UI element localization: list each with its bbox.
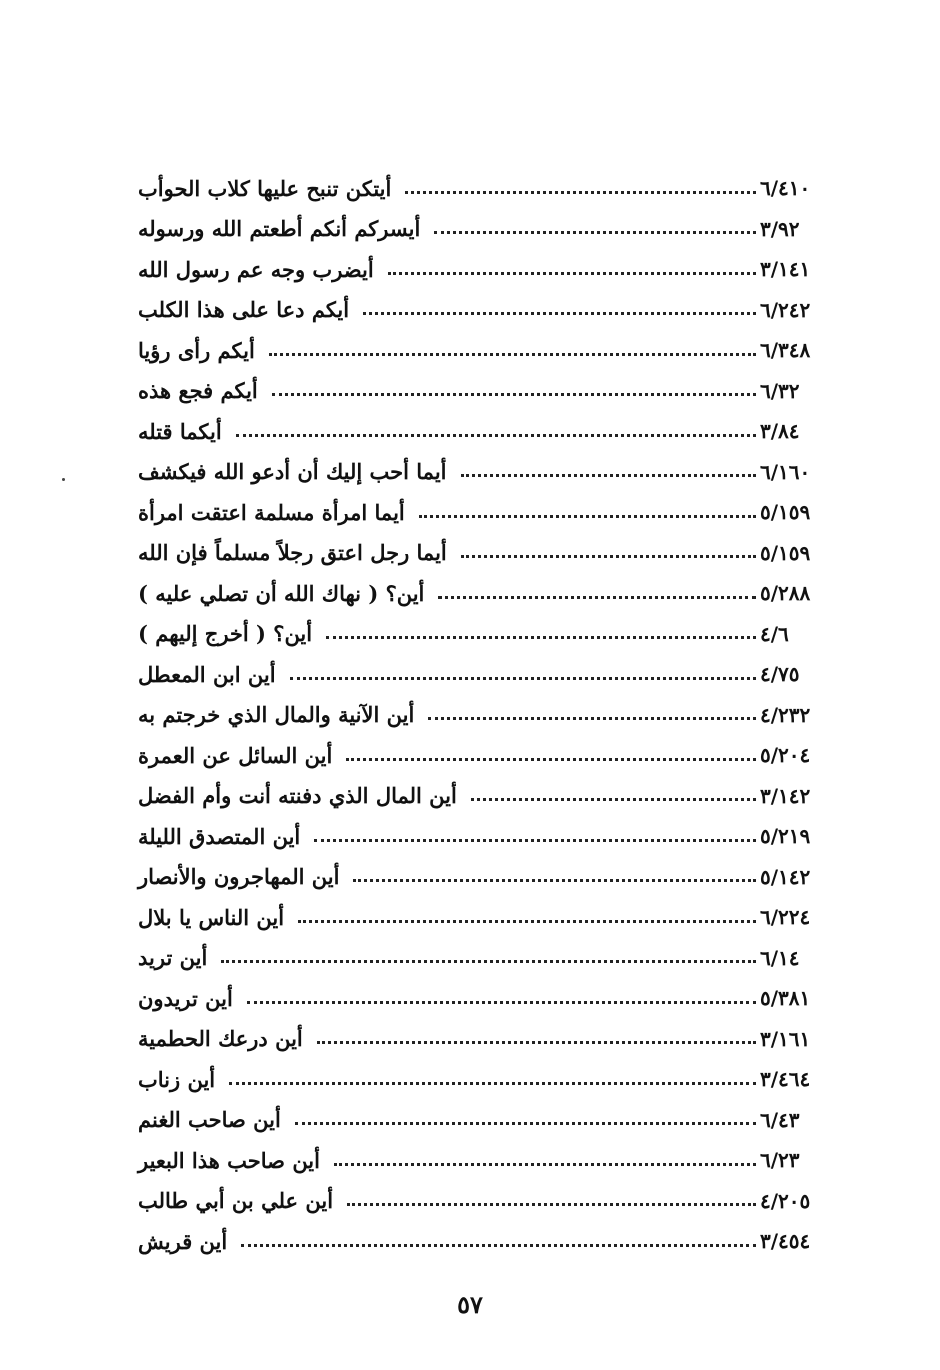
entry-text: أين تريد bbox=[138, 945, 208, 971]
index-entry bbox=[130, 290, 830, 331]
entry-reference: ٥/١٥٩ bbox=[760, 540, 811, 565]
entry-text: أين تريدون bbox=[138, 985, 233, 1011]
index-entry bbox=[130, 1059, 830, 1100]
leader-dots bbox=[334, 1163, 756, 1166]
leader-dots bbox=[241, 1244, 756, 1247]
leader-dots bbox=[326, 636, 756, 639]
entry-text: أيما امرأة مسلمة اعتقت امرأة bbox=[138, 499, 405, 525]
leader-dots bbox=[229, 1082, 756, 1085]
entry-reference: ٣/٤٥٤ bbox=[760, 1229, 811, 1254]
index-entry bbox=[130, 452, 830, 493]
index-entry bbox=[130, 816, 830, 857]
index-entry bbox=[130, 330, 830, 371]
entry-text: أيكم فجع هذه bbox=[138, 378, 258, 404]
leader-dots bbox=[353, 879, 756, 882]
leader-dots bbox=[363, 312, 756, 315]
hadith-index-list bbox=[130, 168, 830, 1262]
leader-dots bbox=[438, 596, 756, 599]
entry-reference: ٣/١٦١ bbox=[760, 1026, 811, 1051]
leader-dots bbox=[471, 798, 756, 801]
leader-dots bbox=[298, 920, 756, 923]
entry-reference: ٣/٨٤ bbox=[760, 419, 800, 444]
entry-reference: ٣/١٤٢ bbox=[760, 783, 811, 808]
index-entry bbox=[130, 1019, 830, 1060]
entry-reference: ٦/٤١٠ bbox=[760, 176, 811, 201]
index-entry bbox=[130, 897, 830, 938]
entry-reference: ٤/٧٥ bbox=[760, 662, 800, 687]
entry-reference: ٤/٢٣٢ bbox=[760, 702, 811, 727]
entry-text: أين زناب bbox=[138, 1066, 216, 1092]
leader-dots bbox=[221, 960, 756, 963]
leader-dots bbox=[317, 1041, 756, 1044]
leader-dots bbox=[388, 272, 756, 275]
index-entry bbox=[130, 209, 830, 250]
entry-reference: ٦/٢٣ bbox=[760, 1148, 800, 1173]
entry-reference: ٦/٣٢ bbox=[760, 378, 800, 403]
leader-dots bbox=[272, 393, 756, 396]
leader-dots bbox=[295, 1122, 756, 1125]
index-entry bbox=[130, 573, 830, 614]
index-entry bbox=[130, 533, 830, 574]
entry-reference: ٤/٢٠٥ bbox=[760, 1188, 811, 1213]
entry-text: أيضرب وجه عم رسول الله bbox=[138, 256, 374, 282]
index-entry bbox=[130, 614, 830, 655]
entry-reference: ٥/٣٨١ bbox=[760, 986, 811, 1011]
entry-text: أين صاحب هذا البعير bbox=[138, 1147, 320, 1173]
leader-dots bbox=[347, 1203, 756, 1206]
entry-reference: ٦/٢٤٢ bbox=[760, 297, 811, 322]
entry-text: أين درعك الحطمية bbox=[138, 1026, 303, 1052]
entry-text: أين؟ ( أخرج إليهم ) bbox=[138, 621, 313, 647]
index-entry bbox=[130, 1100, 830, 1141]
leader-dots bbox=[269, 353, 756, 356]
leader-dots bbox=[290, 677, 756, 680]
entry-reference: ٥/٢١٩ bbox=[760, 824, 811, 849]
index-entry bbox=[130, 492, 830, 533]
entry-text: أيكم رأى رؤيا bbox=[138, 337, 255, 363]
entry-text: أيما رجل اعتق رجلاً مسلماً فإن الله bbox=[138, 540, 447, 566]
leader-dots bbox=[346, 758, 756, 761]
entry-reference: ٦/١٦٠ bbox=[760, 459, 811, 484]
entry-reference: ٥/١٥٩ bbox=[760, 500, 811, 525]
entry-reference: ٦/٣٤٨ bbox=[760, 338, 811, 363]
entry-text: أين المال الذي دفنته أنت وأم الفضل bbox=[138, 783, 457, 809]
entry-text: أيتكن تنبح عليها كلاب الحوأب bbox=[138, 175, 392, 201]
leader-dots bbox=[236, 434, 756, 437]
leader-dots bbox=[419, 515, 756, 518]
entry-text: أيما أحب إليك أن أدعو الله فيكشف bbox=[138, 459, 447, 485]
index-entry bbox=[130, 1140, 830, 1181]
entry-text: أين الناس يا بلال bbox=[138, 904, 285, 930]
entry-reference: ٣/١٤١ bbox=[760, 257, 811, 282]
entry-reference: ٥/٢٠٤ bbox=[760, 743, 811, 768]
leader-dots bbox=[314, 839, 756, 842]
entry-text: أيسركم أنكم أطعتم الله ورسوله bbox=[138, 216, 421, 242]
index-entry bbox=[130, 938, 830, 979]
entry-reference: ٤/٦ bbox=[760, 621, 789, 646]
index-entry bbox=[130, 371, 830, 412]
page-number: ٥٧ bbox=[457, 1290, 483, 1319]
entry-text: أيكما قتله bbox=[138, 418, 222, 444]
entry-text: أين؟ ( نهاك الله أن تصلي عليه ) bbox=[138, 580, 425, 606]
entry-text: أين المهاجرون والأنصار bbox=[138, 864, 340, 890]
leader-dots bbox=[434, 231, 756, 234]
entry-reference: ٥/٢٨٨ bbox=[760, 581, 811, 606]
entry-text: أين المتصدق الليلة bbox=[138, 823, 301, 849]
scan-speck bbox=[62, 478, 65, 481]
index-entry bbox=[130, 411, 830, 452]
entry-reference: ٦/١٤ bbox=[760, 945, 800, 970]
entry-text: أين قريش bbox=[138, 1228, 228, 1254]
index-entry bbox=[130, 168, 830, 209]
entry-text: أين الآنية والمال الذي خرجتم به bbox=[138, 702, 415, 728]
entry-text: أيكم دعا على هذا الكلب bbox=[138, 297, 350, 323]
index-entry bbox=[130, 1221, 830, 1262]
entry-reference: ٥/١٤٢ bbox=[760, 864, 811, 889]
entry-text: أين ابن المعطل bbox=[138, 661, 276, 687]
leader-dots bbox=[247, 1001, 756, 1004]
entry-reference: ٣/٩٢ bbox=[760, 216, 800, 241]
index-entry bbox=[130, 249, 830, 290]
index-entry bbox=[130, 735, 830, 776]
leader-dots bbox=[428, 717, 756, 720]
index-entry bbox=[130, 695, 830, 736]
entry-reference: ٣/٤٦٤ bbox=[760, 1067, 811, 1092]
index-entry bbox=[130, 776, 830, 817]
entry-reference: ٦/٢٢٤ bbox=[760, 905, 811, 930]
leader-dots bbox=[405, 191, 756, 194]
index-entry bbox=[130, 654, 830, 695]
index-entry bbox=[130, 978, 830, 1019]
leader-dots bbox=[461, 555, 756, 558]
entry-text: أين صاحب الغنم bbox=[138, 1107, 281, 1133]
entry-reference: ٦/٤٣ bbox=[760, 1107, 800, 1132]
index-entry bbox=[130, 857, 830, 898]
leader-dots bbox=[461, 474, 757, 477]
index-entry bbox=[130, 1181, 830, 1222]
entry-text: أين السائل عن العمرة bbox=[138, 742, 333, 768]
entry-text: أين علي بن أبي طالب bbox=[138, 1188, 334, 1214]
